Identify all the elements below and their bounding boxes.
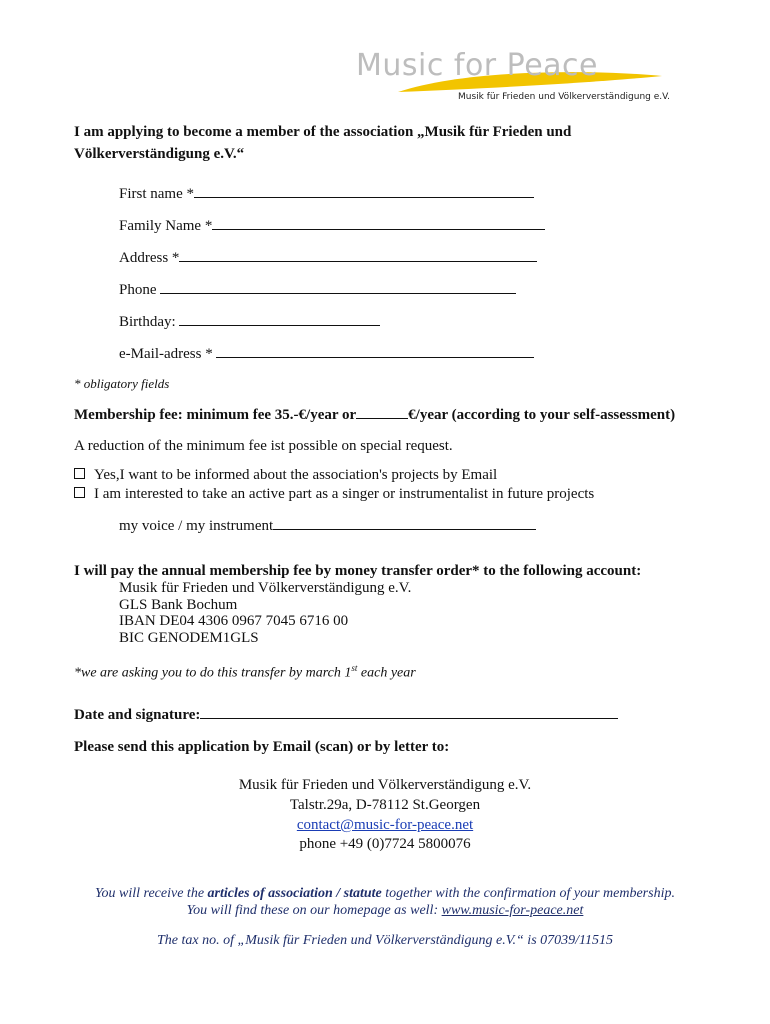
first-name-field[interactable] [119, 184, 534, 203]
transfer-note [74, 663, 416, 682]
signature-field[interactable] [74, 705, 618, 724]
membership-fee [74, 406, 675, 424]
payment-heading: I will pay the annual membership fee by money transfer order* to the following account: [74, 563, 642, 579]
voice-label: my voice / my instrument [119, 518, 274, 534]
checkbox-email-info[interactable] [74, 467, 497, 484]
transfer-note-end: each year [357, 665, 416, 681]
signature-label: Date and signature: [74, 707, 201, 723]
checkbox-participate-label: I am interested to take an active part as a singer or instrumentalist in future projects [94, 486, 595, 502]
first-name-label: First name * [119, 186, 194, 202]
fee-suffix: €/year (according to your self-assessment) [408, 407, 676, 423]
transfer-note-text: *we are asking you to do this transfer by march 1 [74, 665, 352, 681]
phone-field[interactable] [119, 280, 516, 299]
statute-note-bold: articles of association / statute [207, 886, 382, 901]
email-field[interactable] [119, 344, 534, 363]
address-line[interactable] [179, 248, 537, 262]
iban: IBAN DE04 4306 0967 7045 6716 00 [119, 613, 349, 629]
checkbox-square[interactable] [74, 487, 85, 498]
obligatory-note: * obligatory fields [74, 376, 170, 391]
family-name-line[interactable] [212, 216, 545, 230]
family-name-label: Family Name * [119, 218, 213, 234]
checkbox-email-info-label: Yes,I want to be informed about the association's projects by Email [94, 467, 498, 483]
first-name-line[interactable] [194, 184, 534, 198]
homepage-link[interactable]: www.music-for-peace.net [441, 903, 584, 918]
intro-heading: I am applying to become a member of the association „Musik für Frieden und Völkerverständigung e.V.“ [74, 124, 572, 162]
send-instructions: Please send this application by Email (scan) or by letter to: [74, 739, 450, 755]
address-email-wrap [0, 817, 770, 834]
address-label: Address * [119, 250, 180, 266]
bic: BIC GENODEM1GLS [119, 630, 259, 646]
signature-line[interactable] [200, 705, 618, 719]
address-street: Talstr.29a, D-78112 St.Georgen [289, 797, 481, 813]
fee-amount-line[interactable] [356, 406, 408, 419]
transfer-note-sup: st [351, 663, 358, 673]
checkbox-square[interactable] [74, 468, 85, 479]
voice-line[interactable] [273, 516, 536, 530]
family-name-field[interactable] [119, 216, 545, 235]
statute-note-text-2: together with the confirmation of your membership. You will find these on our homepage as well: [186, 886, 675, 918]
email-label: e-Mail-adress * [119, 346, 217, 362]
account-holder: Musik für Frieden und Völkerverständigung e.V. [119, 580, 412, 596]
address-phone: phone +49 (0)7724 5800076 [299, 836, 471, 852]
address-name: Musik für Frieden und Völkerverständigung e.V. [238, 777, 532, 793]
checkbox-participate[interactable] [74, 486, 594, 503]
logo-subtitle: Musik für Frieden und Völkerverständigung e.V. [458, 92, 670, 102]
birthday-label: Birthday: [119, 314, 180, 330]
logo [350, 48, 670, 110]
email-line[interactable] [216, 344, 534, 358]
statute-note [90, 885, 680, 919]
tax-number: The tax no. of „Musik für Frieden und Völkerverständigung e.V.“ is 07039/11515 [156, 933, 613, 948]
bank-name: GLS Bank Bochum [119, 597, 238, 613]
birthday-line[interactable] [179, 312, 380, 326]
logo-title: Music for Peace [356, 48, 598, 83]
phone-line[interactable] [160, 280, 516, 294]
address-field[interactable] [119, 248, 537, 267]
birthday-field[interactable] [119, 312, 380, 331]
reduction-note: A reduction of the minimum fee ist possible on special request. [74, 438, 453, 454]
fee-prefix: Membership fee: minimum fee 35.-€/year or [74, 407, 357, 423]
voice-field[interactable] [119, 516, 536, 535]
contact-email-link[interactable]: contact@music-for-peace.net [296, 817, 474, 833]
statute-note-text: You will receive the [95, 886, 208, 901]
phone-label: Phone [119, 282, 161, 298]
